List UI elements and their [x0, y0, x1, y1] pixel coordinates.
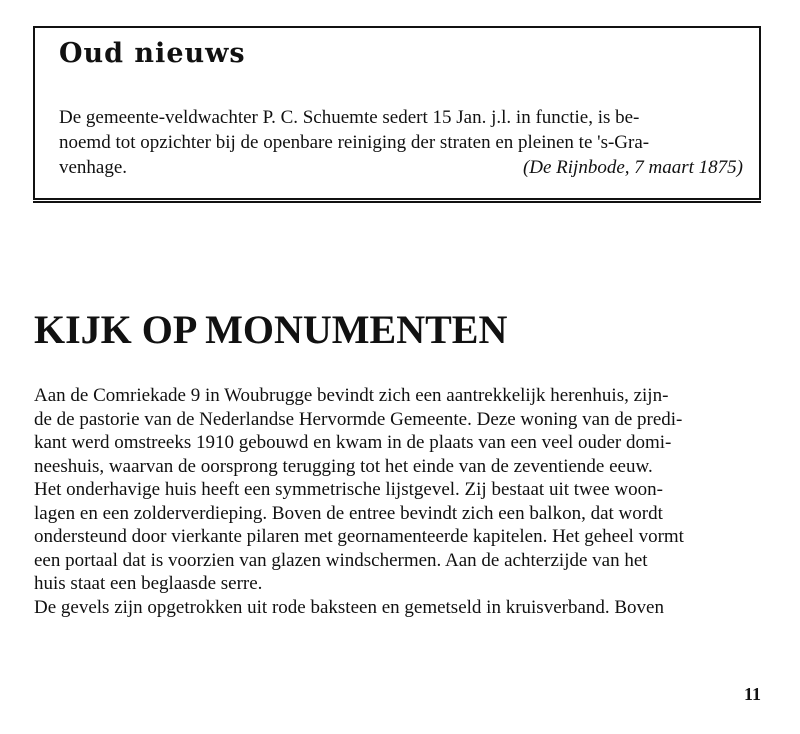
article-line: de de pastorie van de Nederlandse Hervormde Gemeente. Deze woning van de predi-	[34, 408, 683, 430]
page-number: 11	[744, 684, 762, 704]
oud-nieuws-title: Oud nieuws	[59, 38, 246, 69]
article-line: kant werd omstreeks 1910 gebouwd en kwam in de plaats van een veel ouder domi-	[34, 432, 672, 453]
oud-nieuws-line-last	[59, 155, 743, 180]
article-line: huis staat een beglaasde serre.	[34, 573, 263, 594]
article-line: ondersteund door vierkante pilaren met geornamenteerde kapitelen. Het geheel vormt	[34, 526, 684, 547]
oud-nieuws-line-text: venhage.	[59, 157, 128, 178]
article-body	[34, 384, 770, 619]
article-line: Het onderhavige huis heeft een symmetrische lijstgevel. Zij bestaat uit twee woon-	[34, 479, 663, 500]
oud-nieuws-box	[33, 26, 761, 200]
oud-nieuws-source: (De Rijnbode, 7 maart 1875)	[522, 157, 743, 178]
article-line: een portaal dat is voorzien van glazen windschermen. Aan de achterzijde van het	[34, 549, 648, 571]
article-line: neeshuis, waarvan de oorsprong terugging tot het einde van de zeventiende eeuw.	[34, 455, 653, 477]
oud-nieuws-text	[59, 105, 743, 180]
oud-nieuws-line: noemd tot opzichter bij de openbare reiniging der straten en pleinen te 's-Gra-	[59, 132, 650, 153]
article-line: De gevels zijn opgetrokken uit rode baksteen en gemetseld in kruisverband. Boven	[34, 596, 664, 618]
article-line: lagen en een zolderverdieping. Boven de entree bevindt zich een balkon, dat wordt	[34, 502, 663, 524]
article-line: Aan de Comriekade 9 in Woubrugge bevindt zich een aantrekkelijk herenhuis, zijn-	[34, 385, 669, 406]
article-title: KIJK OP MONUMENTEN	[34, 307, 508, 352]
oud-nieuws-line: De gemeente-veldwachter P. C. Schuemte sedert 15 Jan. j.l. in functie, is be-	[59, 107, 640, 128]
